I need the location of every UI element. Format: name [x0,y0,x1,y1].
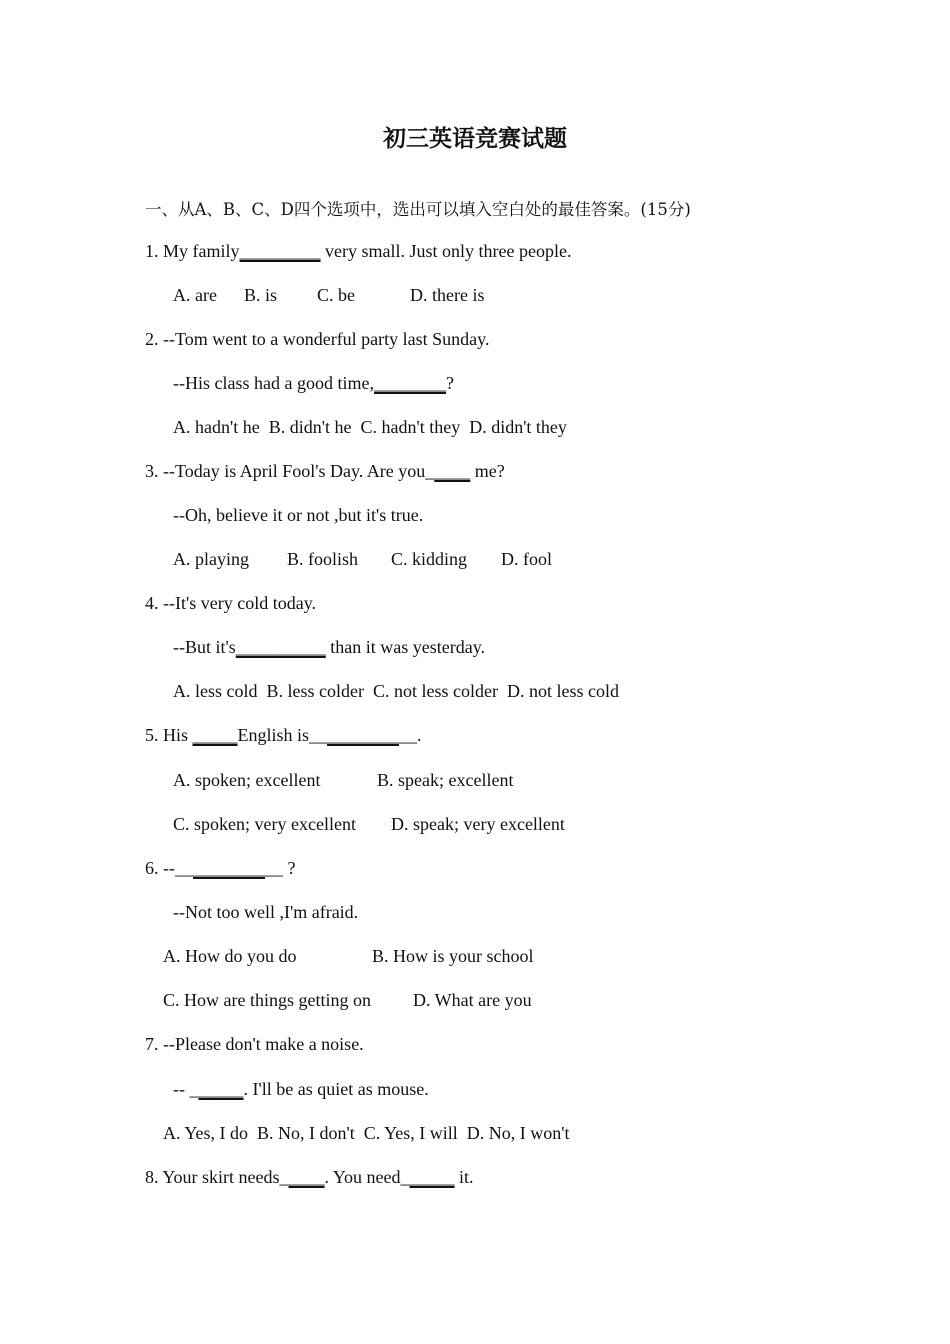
question-1-stem: 1. My family_________ very small. Just only three people. [145,241,572,261]
answer-blank[interactable]: ____ [288,1167,325,1187]
answer-blank[interactable]: ________ [373,373,446,393]
question-4-stem: 4. --It's very cold today. [145,593,317,613]
question-4-options[interactable]: A. less cold B. less colder C. not less colder D. not less cold [173,681,619,701]
question-4-line2: --But it's__________ than it was yesterday. [173,637,486,657]
question-3-line2: --Oh, believe it or not ,but it's true. [173,505,424,525]
answer-blank[interactable]: __________ [235,637,326,657]
question-3-option-a[interactable]: A. playing [173,549,249,569]
question-1-option-c[interactable]: C. be [317,285,355,305]
question-6-stem: 6. --____________ ? [145,858,296,878]
question-2-stem: 2. --Tom went to a wonderful party last Sunday. [145,329,490,349]
answer-blank[interactable]: _________ [239,241,321,261]
answer-blank[interactable]: _____ [198,1079,244,1099]
question-6-option-a[interactable]: A. How do you do [163,946,297,966]
question-5-option-a[interactable]: A. spoken; excellent [173,770,321,790]
question-3-option-c[interactable]: C. kidding [391,549,468,569]
question-6-line2: --Not too well ,I'm afraid. [173,902,359,922]
answer-blank[interactable]: _____ [409,1167,455,1187]
question-5-stem: 5. His _____English is____________. [145,725,422,745]
page-title: 初三英语竞赛试题 [383,125,567,152]
question-5-option-b[interactable]: B. speak; excellent [377,770,514,790]
question-7-line2: -- ______. I'll be as quiet as mouse. [173,1079,429,1099]
question-1-option-d[interactable]: D. there is [410,285,485,305]
section-heading: 一、从A、B、C、D四个选项中，选出可以填入空白处的最佳答案。(15分) [145,200,691,219]
question-6-option-c[interactable]: C. How are things getting on [163,990,371,1010]
question-6-option-b[interactable]: B. How is your school [372,946,534,966]
question-2-options[interactable]: A. hadn't he B. didn't he C. hadn't they D. didn't they [173,417,567,437]
question-3-stem: 3. --Today is April Fool's Day. Are you_____ me? [145,461,505,481]
question-3-option-b[interactable]: B. foolish [287,549,359,569]
question-1-option-b[interactable]: B. is [244,285,278,305]
question-8-stem: 8. Your skirt needs_____. You need______ it. [145,1167,474,1187]
question-3-option-d[interactable]: D. fool [501,549,552,569]
question-6-option-d[interactable]: D. What are you [413,990,532,1010]
question-5-option-c[interactable]: C. spoken; very excellent [173,814,356,834]
question-7-stem: 7. --Please don't make a noise. [145,1034,364,1054]
question-2-line2: --His class had a good time,________? [173,373,454,393]
answer-blank[interactable]: ________ [193,858,265,878]
answer-blank[interactable]: ________ [327,725,400,745]
question-5-option-d[interactable]: D. speak; very excellent [391,814,565,834]
answer-blank[interactable]: ____ [434,461,471,481]
question-7-options[interactable]: A. Yes, I do B. No, I don't C. Yes, I will D. No, I won't [163,1123,570,1143]
answer-blank[interactable]: _____ [192,725,238,745]
question-1-option-a[interactable]: A. are [173,285,217,305]
